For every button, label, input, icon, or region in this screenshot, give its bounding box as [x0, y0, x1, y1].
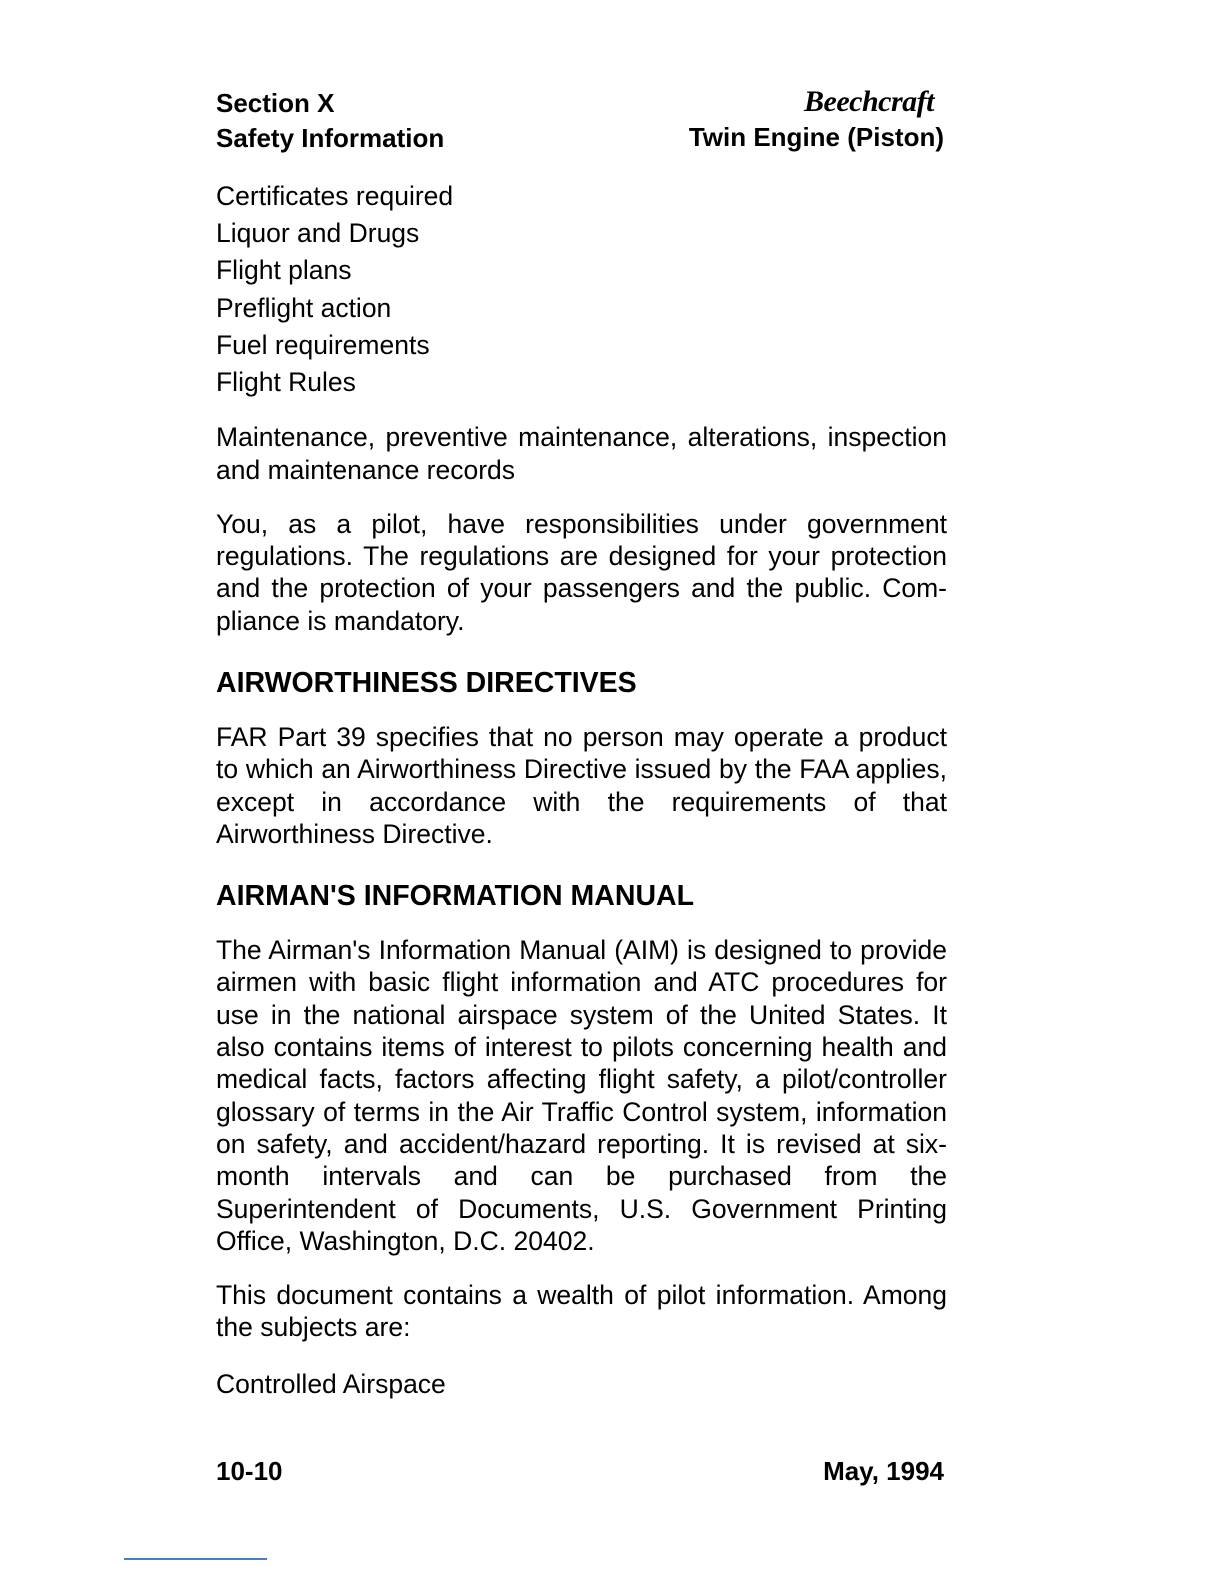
list-item: Liquor and Drugs — [216, 218, 420, 249]
page-header-left — [216, 86, 444, 156]
responsibilities-paragraph: You, as a pilot, have responsibilities under government regulations. The regulations are designed for your protection and the protection of your passengers and the public. Compliance is mandatory. — [216, 508, 947, 636]
maintenance-paragraph: Maintenance, preventive maintenance, alterations, inspection and maintenance records — [216, 422, 947, 485]
section-label: Section X — [216, 88, 335, 118]
page-number: 10-10 — [216, 1456, 283, 1486]
regulations-list — [216, 178, 947, 401]
list-item: Certificates required — [216, 181, 454, 211]
list-item: Preflight action — [216, 292, 392, 323]
page-header-right — [689, 84, 944, 155]
bottom-rule — [124, 1558, 267, 1560]
list-item: Fuel requirements — [216, 329, 430, 360]
list-item: Flight Rules — [216, 367, 356, 398]
airworthiness-heading: AIRWORTHINESS DIRECTIVES — [216, 667, 637, 699]
model-label: Twin Engine (Piston) — [688, 122, 944, 152]
section-title: Safety Information — [216, 123, 445, 153]
publication-date: May, 1994 — [823, 1456, 944, 1486]
aim-heading: AIRMAN'S INFORMATION MANUAL — [216, 880, 695, 913]
list-item: Flight plans — [216, 255, 352, 286]
brand-logo: Beechcraft — [804, 85, 934, 118]
aim-paragraph: The Airman's Information Manual (AIM) is designed to provide airmen with basic flight information and ATC procedures for use in the national airspace system of the United States. It also contains items of interest to pilots concerning health and medical facts, factors affecting flight safety, a pilot/controller glossary of terms in the Air Traffic Control system, information on safety, and accident/hazard reporting. It is revised at six-month intervals and can be purchased from the Superintendent of Documents, U.S. Government Printing Office, Washington, D.C. 20402. — [216, 935, 947, 1256]
airworthiness-paragraph: FAR Part 39 specifies that no person may operate a product to which an Airworthiness Directive issued by the FAA applies, except in accordance with the requirements of that Airworthiness Directive. — [216, 722, 947, 849]
aim-subjects-intro: This document contains a wealth of pilot information. Among the subjects are: — [216, 1280, 947, 1343]
page-content — [216, 178, 947, 1403]
aim-subjects-list — [216, 1366, 947, 1403]
list-item: Controlled Airspace — [216, 1368, 446, 1399]
